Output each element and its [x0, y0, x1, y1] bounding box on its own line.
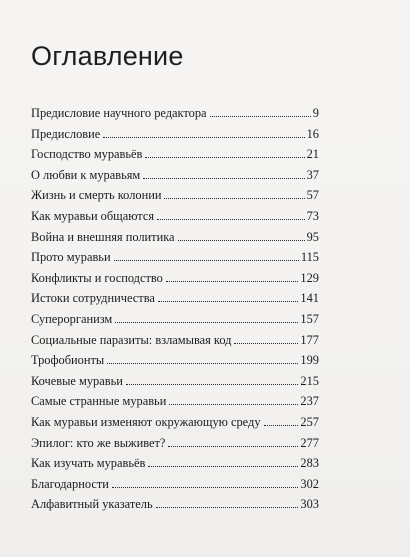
dot-leader: [143, 178, 304, 179]
dot-leader: [158, 301, 299, 302]
toc-entry-title: Трофобионты: [31, 353, 105, 368]
toc-entry-title: Господство муравьёв: [31, 147, 143, 162]
toc-entry-page: 37: [306, 167, 319, 182]
toc-entry: [31, 371, 319, 392]
toc-entry-page: 177: [300, 332, 319, 347]
toc-entry-title: Социальные паразиты: взламывая код: [31, 332, 232, 347]
toc-entry-title: Самые странные муравьи: [31, 394, 167, 409]
dot-leader: [156, 507, 299, 508]
toc-entry-title: Эпилог: кто же выживет?: [31, 435, 166, 450]
toc-entry-page: 303: [300, 497, 319, 512]
toc-entry-title: Предисловие: [31, 126, 101, 141]
toc-entry-title: Жизнь и смерть колонии: [31, 188, 162, 203]
toc-entry: [31, 412, 319, 433]
toc-entry-page: 157: [300, 311, 319, 326]
toc-entry: [31, 247, 319, 268]
toc-entry-page: 129: [300, 270, 319, 285]
toc-entry-title: Суперорганизм: [31, 311, 113, 326]
toc-entry: [31, 474, 319, 495]
dot-leader: [126, 384, 299, 385]
dot-leader: [234, 343, 298, 344]
dot-leader: [264, 425, 299, 426]
dot-leader: [103, 137, 304, 138]
toc-entry-page: 95: [306, 229, 319, 244]
toc-entry-title: Конфликты и господство: [31, 270, 163, 285]
dot-leader: [112, 487, 298, 488]
toc-entry-page: 9: [312, 106, 319, 120]
toc-entry-title: Алфавитный указатель: [31, 497, 153, 512]
toc-entry-page: 73: [306, 208, 319, 223]
toc-entry-page: 21: [306, 147, 319, 162]
toc-entry: [31, 227, 319, 248]
toc-entry-title: Истоки сотрудничества: [31, 291, 155, 306]
dot-leader: [166, 281, 299, 282]
toc-entry-page: 115: [300, 250, 319, 265]
dot-leader: [145, 157, 304, 158]
toc-entry: [31, 206, 319, 227]
dot-leader: [107, 363, 298, 364]
toc-entry-page: 57: [306, 188, 319, 203]
toc-entry: [31, 309, 319, 330]
toc-entry: [31, 433, 319, 454]
table-of-contents: [31, 103, 319, 515]
toc-entry-page: 215: [300, 373, 319, 388]
toc-entry: [31, 103, 319, 124]
toc-entry: [31, 124, 319, 145]
toc-entry-title: Как муравьи изменяют окружающую среду: [31, 414, 261, 429]
toc-entry-page: 277: [300, 435, 319, 450]
toc-entry-title: О любви к муравьям: [31, 167, 141, 182]
toc-entry-title: Предисловие научного редактора: [31, 106, 207, 120]
dot-leader: [178, 240, 305, 241]
toc-entry: [31, 330, 319, 351]
toc-entry: [31, 185, 319, 206]
toc-entry: [31, 453, 319, 474]
toc-entry: [31, 165, 319, 186]
toc-entry: [31, 350, 319, 371]
toc-entry-page: 283: [300, 456, 319, 471]
dot-leader: [210, 116, 311, 117]
toc-entry: [31, 391, 319, 412]
toc-entry-title: Как муравьи общаются: [31, 208, 155, 223]
toc-entry-title: Благодарности: [31, 476, 109, 491]
toc-entry-page: 257: [300, 414, 319, 429]
toc-entry-page: 237: [300, 394, 319, 409]
toc-entry-page: 199: [300, 353, 319, 368]
dot-leader: [114, 260, 299, 261]
toc-entry: [31, 268, 319, 289]
toc-entry-title: Кочевые муравьи: [31, 373, 123, 388]
dot-leader: [115, 322, 298, 323]
toc-entry-title: Прото муравьи: [31, 250, 111, 265]
toc-entry-title: Война и внешняя политика: [31, 229, 175, 244]
dot-leader: [169, 404, 298, 405]
toc-entry: [31, 288, 319, 309]
toc-entry-page: 16: [306, 126, 319, 141]
toc-entry-title: Как изучать муравьёв: [31, 456, 146, 471]
toc-entry-page: 302: [300, 476, 319, 491]
dot-leader: [148, 466, 298, 467]
toc-entry-page: 141: [300, 291, 319, 306]
dot-leader: [157, 219, 305, 220]
dot-leader: [168, 446, 298, 447]
page-title: Оглавление: [31, 41, 184, 71]
toc-entry: [31, 144, 319, 165]
dot-leader: [164, 198, 304, 199]
toc-entry: [31, 494, 319, 515]
